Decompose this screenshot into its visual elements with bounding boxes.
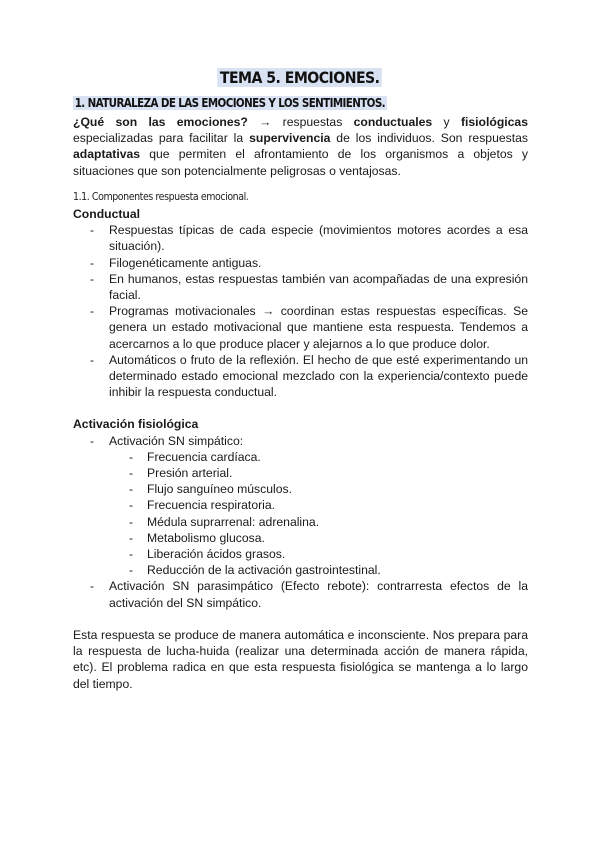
list-item: - En humanos, estas respuestas también van acompañadas de una expresión facial. — [73, 271, 528, 303]
page-title: TEMA 5. EMOCIONES. — [218, 68, 383, 87]
list-item: - Frecuencia cardíaca. — [109, 449, 528, 465]
conductual-list — [73, 222, 528, 400]
intro-question: ¿Qué son las emociones? — [73, 115, 248, 129]
list-item: - Programas motivacionales → coordinan estas respuestas específicas. Se genera un estado motivacional que mantiene esta respuesta. Tendemos a acercarnos a lo que produce placer y alejarnos a lo que produce dolor. — [73, 303, 528, 352]
list-item: - Frecuencia respiratoria. — [109, 497, 528, 513]
subsection-heading: 1.1. Componentes respuesta emocional. — [73, 189, 249, 203]
section-heading: 1. NATURALEZA DE LAS EMOCIONES Y LOS SENTIMIENTOS. — [74, 96, 386, 110]
fisiologica-list — [73, 433, 528, 611]
list-item: - Respuestas típicas de cada especie (movimientos motores acordes a esa situación). — [73, 222, 528, 254]
list-item: - Presión arterial. — [109, 465, 528, 481]
list-item: - Flujo sanguíneo músculos. — [109, 481, 528, 497]
intro-bold: fisiológicas — [460, 115, 528, 129]
spacer — [73, 611, 528, 627]
simpatico-list — [109, 449, 528, 579]
list-item: - Filogenéticamente antiguas. — [73, 255, 528, 271]
list-item: - Metabolismo glucosa. — [109, 530, 528, 546]
simpatico-label: Activación SN simpático: — [109, 433, 244, 448]
intro-bold: supervivencia — [249, 131, 331, 146]
intro-text: que permiten el afrontamiento de los organismos a objetos y situaciones que son potencialmente peligrosas o ventajosas. — [73, 147, 528, 178]
intro-text: y — [432, 115, 461, 129]
list-item: - Reducción de la activación gastrointestinal. — [109, 562, 528, 578]
list-item: - Liberación ácidos grasos. — [109, 546, 528, 562]
document-body — [73, 114, 528, 692]
intro-text: especializadas para facilitar la — [73, 131, 250, 146]
intro-paragraph — [73, 114, 528, 179]
list-item — [73, 433, 528, 579]
intro-text: → respuestas — [247, 115, 354, 129]
title-container — [0, 68, 600, 88]
list-item: - Activación SN parasimpático (Efecto rebote): contrarresta efectos de la activación del SN simpático. — [73, 578, 528, 610]
list-item: - Médula suprarrenal: adrenalina. — [109, 514, 528, 530]
intro-bold: adaptativas — [73, 147, 141, 162]
spacer — [73, 400, 528, 416]
intro-text: de los individuos. Son respuestas — [330, 131, 528, 146]
intro-bold: conductuales — [353, 115, 433, 129]
fisiologica-label: Activación fisiológica — [73, 417, 199, 432]
conductual-label: Conductual — [73, 207, 141, 222]
list-item: - Automáticos o fruto de la reflexión. El hecho de que esté experimentando un determinado estado emocional mezclado con la experiencia/contexto puede inhibir la respuesta conductual. — [73, 352, 528, 401]
closing-paragraph: Esta respuesta se produce de manera automática e inconsciente. Nos prepara para la respuesta de lucha-huida (realizar una determinada acción de manera rápida, etc). El problema radica en que esta respuesta fisiológica se mantenga a lo largo del tiempo. — [73, 627, 528, 691]
